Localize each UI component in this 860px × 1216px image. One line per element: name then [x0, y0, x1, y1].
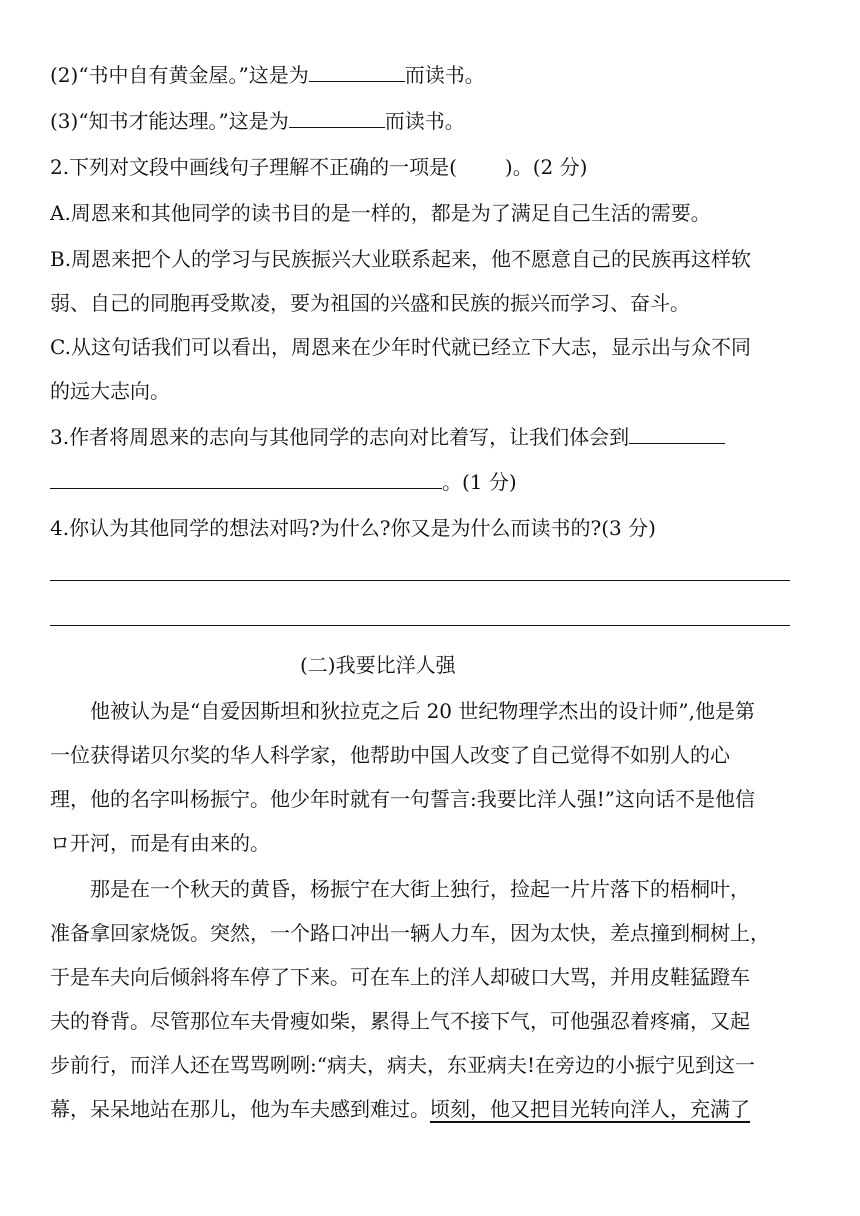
answer-blank[interactable]	[309, 55, 405, 82]
section-title: (二)我要比洋人强	[300, 653, 456, 677]
passage-line: 一位获得诺贝尔奖的华人科学家，他帮助中国人改变了自己觉得不如别人的心	[50, 743, 730, 767]
option-b-line-1: B.周恩来把个人的学习与民族振兴大业联系起来，他不愿意自己的民族再这样软	[50, 247, 752, 271]
answer-blank[interactable]	[629, 417, 725, 444]
question-3-line-2: 。(1 分)	[50, 460, 517, 504]
option-a: A.周恩来和其他同学的读书目的是一样的，都是为了满足自己生活的需要。	[50, 201, 711, 225]
passage-line: ロ开河，而是有由来的。	[50, 831, 270, 855]
passage-line: 准备拿回家烧饭。突然，一个路口冲出一辆人力车，因为太快，差点撞到桐树上，	[50, 921, 770, 945]
passage-line: 夫的脊背。尽管那位车夫骨瘦如柴，累得上气不接下气，可他强忍着疼痛，又起	[50, 1009, 750, 1033]
question-3-line-1: 3.作者将周恩来的志向与其他同学的志向对比着写，让我们体会到	[50, 415, 725, 459]
option-c-line-1: C.从这句话我们可以看出，周恩来在少年时代就已经立下大志，显示出与众不同	[50, 335, 751, 359]
option-c-line-2: 的远大志向。	[50, 379, 170, 403]
question-1-3-item-3: (3)“知书才能达理。”这是为 而读书。	[50, 99, 465, 143]
question-4: 4.你认为其他同学的想法对吗?为什么?你又是为什么而读书的?(3 分)	[50, 516, 656, 540]
passage-line: 步前行，而洋人还在骂骂咧咧:“病夫，病夫，东亚病夫!在旁边的小振宁见到这一	[50, 1053, 755, 1077]
answer-line[interactable]	[50, 580, 790, 581]
question-1-3-item-2: (2)“书中自有黄金屋。”这是为 而读书。	[50, 53, 485, 97]
answer-blank[interactable]	[50, 462, 442, 489]
answer-blank[interactable]	[289, 101, 385, 128]
passage-line: 理，他的名字叫杨振宁。他少年时就有一句誓言:我要比洋人强!”这向话不是他信	[50, 787, 755, 811]
passage-line: 那是在一个秋天的黄昏，杨振宁在大街上独行，捡起一片片落下的梧桐叶，	[50, 877, 750, 901]
question-2: 2.下列对文段中画线句子理解不正确的一项是( )。(2 分)	[50, 155, 588, 179]
underlined-sentence: 顷刻，他又把目光转向洋人，充满了	[430, 1097, 750, 1121]
passage-line: 他被认为是“自爱因斯坦和狄拉克之后 20 世纪物理学杰出的设计师”,他是第	[50, 699, 755, 723]
passage-line-last: 幕，呆呆地站在那儿，他为车夫感到难过。顷刻，他又把目光转向洋人，充满了	[50, 1097, 750, 1121]
option-b-line-2: 弱、自己的同胞再受欺凌，要为祖国的兴盛和民族的振兴而学习、奋斗。	[50, 291, 690, 315]
passage-line: 于是车夫向后倾斜将车停了下来。可在车上的洋人却破口大骂，并用皮鞋猛蹬车	[50, 965, 750, 989]
answer-line[interactable]	[50, 625, 790, 626]
